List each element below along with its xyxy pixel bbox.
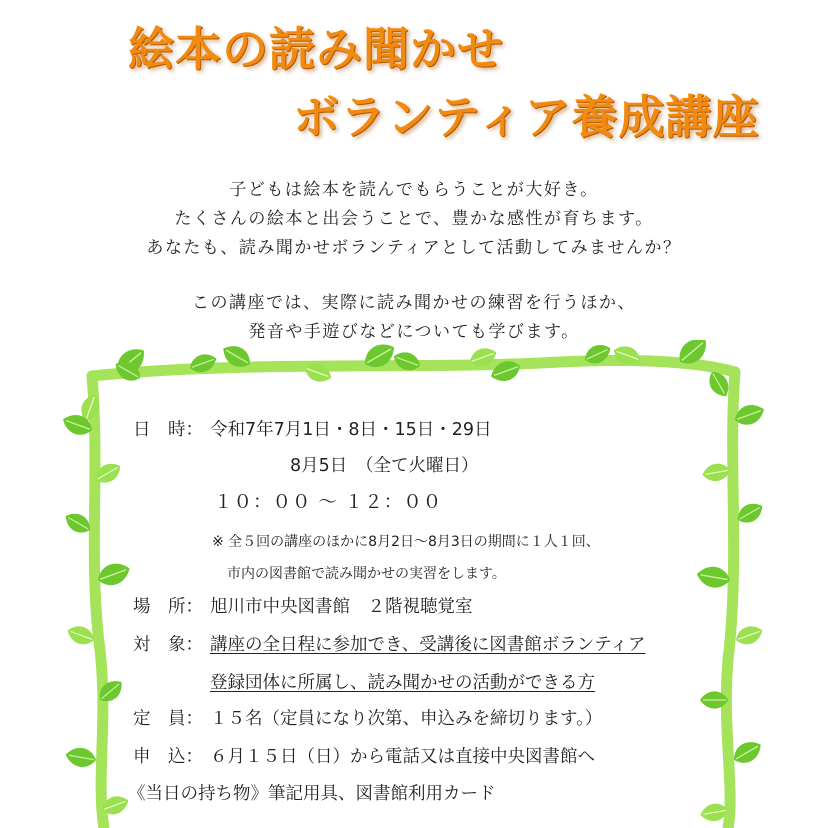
target-line-1: 講座の全日程に参加でき、受講後に図書館ボランティア <box>210 635 646 655</box>
datetime-line-2: 8月5日 （全て火曜日） <box>290 456 479 476</box>
intro-line-3: あなたも、読み聞かせボランティアとして活動してみませんか？ <box>146 238 682 258</box>
apply-value: ６月１５日（日）から電話又は直接中央図書館へ <box>210 747 595 767</box>
datetime-label: 日 時： <box>133 420 203 440</box>
description-line-1: この講座では、実際に読み聞かせの練習を行うほか、 <box>192 293 636 313</box>
place-label: 場 所： <box>133 597 203 617</box>
place-value: 旭川市中央図書館 ２階視聴覚室 <box>210 597 473 617</box>
capacity-label: 定 員： <box>133 709 203 729</box>
time-range: １０：００ ～ １２：００ <box>214 492 443 513</box>
note-line-2: 市内の図書館で読み聞かせの実習をします。 <box>227 566 506 582</box>
intro-line-1: 子どもは絵本を読んでもらうことが大好き。 <box>229 180 599 200</box>
bring-items: 《当日の持ち物》筆記用具、図書館利用カード <box>128 784 496 804</box>
title-line-2: ボランティア養成講座 <box>293 90 760 144</box>
target-label: 対 象： <box>133 635 203 655</box>
description-line-2: 発音や手遊びなどについても学びます。 <box>248 322 580 342</box>
capacity-value: １５名（定員になり次第、申込みを締切ります。） <box>210 709 603 729</box>
intro-line-2: たくさんの絵本と出会うことで、豊かな感性が育ちます。 <box>174 209 654 229</box>
title-line-1: 絵本の読み聞かせ <box>128 22 504 76</box>
apply-label: 申 込： <box>133 747 203 767</box>
note-line-1: ※ 全５回の講座のほかに8月2日～8月3日の期間に１人１回、 <box>212 534 600 550</box>
datetime-line-1: 令和7年7月1日・8日・15日・29日 <box>210 420 492 440</box>
target-line-2: 登録団体に所属し、読み聞かせの活動ができる方 <box>210 673 595 693</box>
